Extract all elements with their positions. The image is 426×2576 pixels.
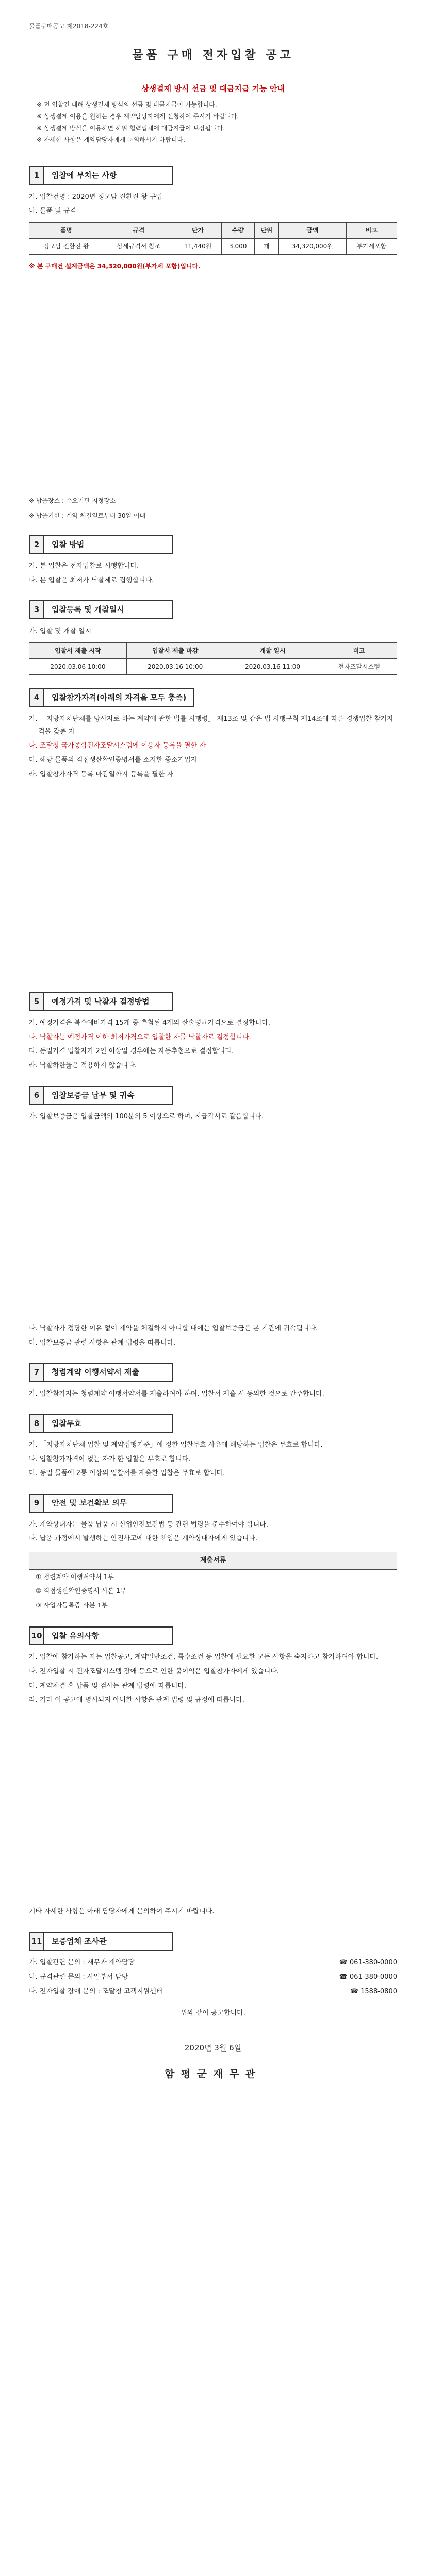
paragraph: 가. 입찰 및 개찰 일시 xyxy=(29,627,92,635)
note: ※ 본 구매건 설계금액은 34,320,000원(부가세 포함)입니다. xyxy=(29,263,201,270)
section-number: 5 xyxy=(29,992,44,1011)
table-header: 품명 xyxy=(29,223,103,239)
schedule-table xyxy=(29,642,397,675)
section-2 xyxy=(29,535,397,587)
section-header xyxy=(29,992,397,1011)
paragraph: 나. 낙찰자는 예정가격 이하 최저가격으로 입찰한 자를 낙찰자로 결정합니다. xyxy=(29,1033,251,1041)
table-header: 입찰서 제출 시작 xyxy=(29,642,127,658)
table-cell: 34,320,000원 xyxy=(278,239,346,255)
contact-label: 가. 입찰관련 문의 : 재무과 계약담당 xyxy=(29,1959,135,1967)
paragraph: 나. 조달청 국가종합전자조달시스템에 이용자 등록을 필한 자 xyxy=(29,742,206,750)
section-3 xyxy=(29,600,397,674)
paragraph: 가. 입찰참가자는 청렴계약 이행서약서를 제출하여야 하며, 입찰서 제출 시 동의한 것으로 간주합니다. xyxy=(29,1389,324,1398)
section-title: 청렴계약 이행서약서 제출 xyxy=(44,1363,173,1382)
spacer xyxy=(29,1125,397,1321)
paragraph: 가. 입찰건명 : 2020년 정모담 진환진 왕 구입 xyxy=(29,193,162,201)
contact-phone: ☎ 1588-0800 xyxy=(350,1987,397,1995)
table-cell: 11,440원 xyxy=(174,239,222,255)
section-number: 8 xyxy=(29,1414,44,1433)
section-title: 안전 및 보건확보 의무 xyxy=(44,1494,173,1513)
table-header: 비고 xyxy=(321,642,397,658)
table-cell: 2020.03.16 11:00 xyxy=(224,658,321,674)
table-cell: 2020.03.06 10:00 xyxy=(29,658,127,674)
paragraph: 가. 「지방자치단체 입찰 및 계약집행기준」에 정한 입찰무효 사유에 해당하는 입찰은 무효로 합니다. xyxy=(29,1441,323,1449)
section-4 xyxy=(29,688,397,979)
paragraph: 가. 예정가격은 복수예비가격 15개 중 추첨된 4개의 산술평균가격으로 결정합니다. xyxy=(29,1019,270,1027)
paragraph: 가. 본 입찰은 전자입찰로 시행합니다. xyxy=(29,562,139,570)
paragraph: 다. 계약체결 후 납품 및 검사는 관계 법령에 따릅니다. xyxy=(29,1682,187,1690)
paragraph: 나. 입찰참가자격이 없는 자가 한 입찰은 무효로 합니다. xyxy=(29,1455,191,1463)
section-9 xyxy=(29,1494,397,1613)
section-header xyxy=(29,1932,397,1951)
paragraph: 라. 낙찰하한율은 적용하지 않습니다. xyxy=(29,1062,137,1070)
spacer xyxy=(29,1708,397,1904)
section-header xyxy=(29,688,397,707)
paragraph: 나. 낙찰자가 정당한 이유 없이 계약을 체결하지 아니할 때에는 입찰보증금은 본 기관에 귀속됩니다. xyxy=(29,1324,318,1332)
table-header: 규격 xyxy=(103,223,174,239)
table-cell: 부가세포함 xyxy=(346,239,397,255)
table-header: 단가 xyxy=(174,223,222,239)
paragraph: 나. 납품 과정에서 발생하는 안전사고에 대한 책임은 계약상대자에게 있습니다. xyxy=(29,1535,258,1543)
paragraph: 가. 입찰에 참가하는 자는 입찰공고, 계약일반조건, 특수조건 등 입찰에 필요한 모든 사항을 숙지하고 참가하여야 합니다. xyxy=(29,1653,379,1662)
table-header: 입찰서 제출 마감 xyxy=(126,642,224,658)
section-title: 입찰에 부치는 사항 xyxy=(44,166,173,185)
paragraph: 나. 물품 및 규격 xyxy=(29,207,76,215)
section-header xyxy=(29,1086,397,1105)
section-number: 10 xyxy=(29,1626,44,1646)
table-cell: 3,000 xyxy=(221,239,254,255)
section-number: 1 xyxy=(29,166,44,185)
table-row xyxy=(29,239,397,255)
table-header: 수량 xyxy=(221,223,254,239)
notice-item: ※ 자세한 사항은 계약담당자에게 문의하시기 바랍니다. xyxy=(37,136,185,144)
notice-heading: 상생결제 방식 선금 및 대금지급 기능 안내 xyxy=(141,83,285,93)
paragraph: 기타 자세한 사항은 아래 담당자에게 문의하여 주시기 바랍니다. xyxy=(29,1908,215,1916)
section-title: 입찰무효 xyxy=(44,1414,173,1433)
table-header: 비고 xyxy=(346,223,397,239)
contact-label: 나. 규격관련 문의 : 사업부서 담당 xyxy=(29,1973,128,1981)
section-header xyxy=(29,1363,397,1382)
announcement-date: 2020년 3월 6일 xyxy=(184,2043,242,2053)
section-title: 보증업체 조사관 xyxy=(44,1932,173,1951)
document-item: ① 청렴계약 이행서약서 1부 xyxy=(36,1572,114,1581)
document-item: ② 직접생산확인증명서 사본 1부 xyxy=(36,1587,126,1595)
section-header xyxy=(29,535,397,554)
contact-row xyxy=(29,1957,397,1970)
section-header xyxy=(29,1494,397,1513)
table-cell: 개 xyxy=(254,239,278,255)
notice-item: ※ 상생결제 이용을 원하는 경우 계약담당자에게 신청하여 주시기 바랍니다. xyxy=(37,112,239,120)
paragraph: 가. 입찰보증금은 입찰금액의 100분의 5 이상으로 하며, 지급각서로 갈음합니다. xyxy=(29,1113,264,1121)
paragraph: 가. 「지방자치단체를 당사자로 하는 계약에 관한 법률 시행령」 제13조 및 같은 법 시행규칙 제14조에 따른 경쟁입찰 참가자격을 갖춘 자 xyxy=(29,715,394,736)
table-cell: 정모담 진환진 왕 xyxy=(29,239,103,255)
section-number: 11 xyxy=(29,1932,44,1951)
table-cell: 전자조달시스템 xyxy=(321,658,397,674)
section-6 xyxy=(29,1086,397,1350)
section-number: 9 xyxy=(29,1494,44,1513)
contact-label: 다. 전자입찰 장애 문의 : 조달청 고객지원센터 xyxy=(29,1987,163,1995)
section-header xyxy=(29,1414,397,1433)
notice-item: ※ 전 입찰건 대해 상생결제 방식의 선금 및 대금지급이 가능합니다. xyxy=(37,101,217,109)
section-10 xyxy=(29,1626,397,1919)
section-7 xyxy=(29,1363,397,1400)
contact-row xyxy=(29,1971,397,1984)
table-header: 개찰 일시 xyxy=(224,642,321,658)
paragraph: 나. 본 입찰은 최저가 낙찰제로 집행합니다. xyxy=(29,576,154,584)
section-header xyxy=(29,1626,397,1646)
section-title: 입찰등록 및 개찰일시 xyxy=(44,600,173,619)
closing-text: 위와 같이 공고합니다. xyxy=(181,2009,245,2018)
section-1 xyxy=(29,166,397,521)
section-title: 입찰 유의사항 xyxy=(44,1626,173,1646)
table-cell: 2020.03.16 10:00 xyxy=(126,658,224,674)
paragraph: 다. 입찰보증금 관련 사항은 관계 법령을 따릅니다. xyxy=(29,1338,176,1347)
form-number: 물품구매공고 제2018-224호 xyxy=(29,23,109,30)
note: ※ 납품장소 : 수요기관 지정장소 xyxy=(29,497,116,504)
notice-item: ※ 상생결제 방식을 이용하면 하위 협력업체에 대금지급이 보장됩니다. xyxy=(37,124,225,132)
documents-heading: 제출서류 xyxy=(29,1552,397,1570)
section-header xyxy=(29,166,397,185)
table-header: 금액 xyxy=(278,223,346,239)
section-header xyxy=(29,600,397,619)
section-number: 4 xyxy=(29,688,44,707)
document-item: ③ 사업자등록증 사본 1부 xyxy=(36,1601,108,1609)
document-title: 물품 구매 전자입찰 공고 xyxy=(132,48,294,62)
section-number: 3 xyxy=(29,600,44,619)
section-11 xyxy=(29,1932,397,1998)
paragraph: 가. 계약상대자는 물품 납품 시 산업안전보건법 등 관련 법령을 준수하여야 합니다. xyxy=(29,1520,269,1529)
paragraph: 다. 해당 물품의 직접생산확인증명서를 소지한 중소기업자 xyxy=(29,756,198,765)
note: ※ 납품기한 : 계약 체결일로부터 30일 이내 xyxy=(29,512,146,519)
section-title: 입찰 방법 xyxy=(44,535,173,554)
contact-row xyxy=(29,1986,397,1998)
contact-phone: ☎ 061-380-0000 xyxy=(339,1973,397,1981)
section-number: 7 xyxy=(29,1363,44,1382)
paragraph: 다. 동일 물품에 2통 이상의 입찰서를 제출한 입찰은 무효로 합니다. xyxy=(29,1469,225,1478)
item-spec-table xyxy=(29,222,397,255)
issuer-signature: 함평군재무관 xyxy=(165,2067,261,2080)
contact-phone: ☎ 061-380-0000 xyxy=(339,1959,397,1967)
section-number: 6 xyxy=(29,1086,44,1105)
spacer xyxy=(29,276,397,492)
required-documents-box xyxy=(29,1552,397,1613)
table-header: 단위 xyxy=(254,223,278,239)
section-number: 2 xyxy=(29,535,44,554)
section-5 xyxy=(29,992,397,1073)
paragraph: 라. 기타 이 공고에 명시되지 아니한 사항은 관계 법령 및 규정에 따릅니다. xyxy=(29,1696,244,1704)
section-title: 예정가격 및 낙찰자 결정방법 xyxy=(44,992,173,1011)
paragraph: 라. 입찰참가자격 등록 마감일까지 등록을 필한 자 xyxy=(29,770,174,778)
paragraph: 나. 전자입찰 시 전자조달시스템 장애 등으로 인한 불이익은 입찰참가자에게 있습니다. xyxy=(29,1668,279,1676)
section-title: 입찰보증금 납부 및 귀속 xyxy=(44,1086,173,1105)
section-8 xyxy=(29,1414,397,1481)
section-title: 입찰참가자격(아래의 자격을 모두 충족) xyxy=(44,688,194,707)
table-row xyxy=(29,658,397,674)
table-cell: 상세규격서 참조 xyxy=(103,239,174,255)
paragraph: 다. 동일가격 입찰자가 2인 이상일 경우에는 자동추첨으로 결정합니다. xyxy=(29,1047,234,1056)
notice-box xyxy=(29,76,397,152)
spacer xyxy=(29,783,397,979)
